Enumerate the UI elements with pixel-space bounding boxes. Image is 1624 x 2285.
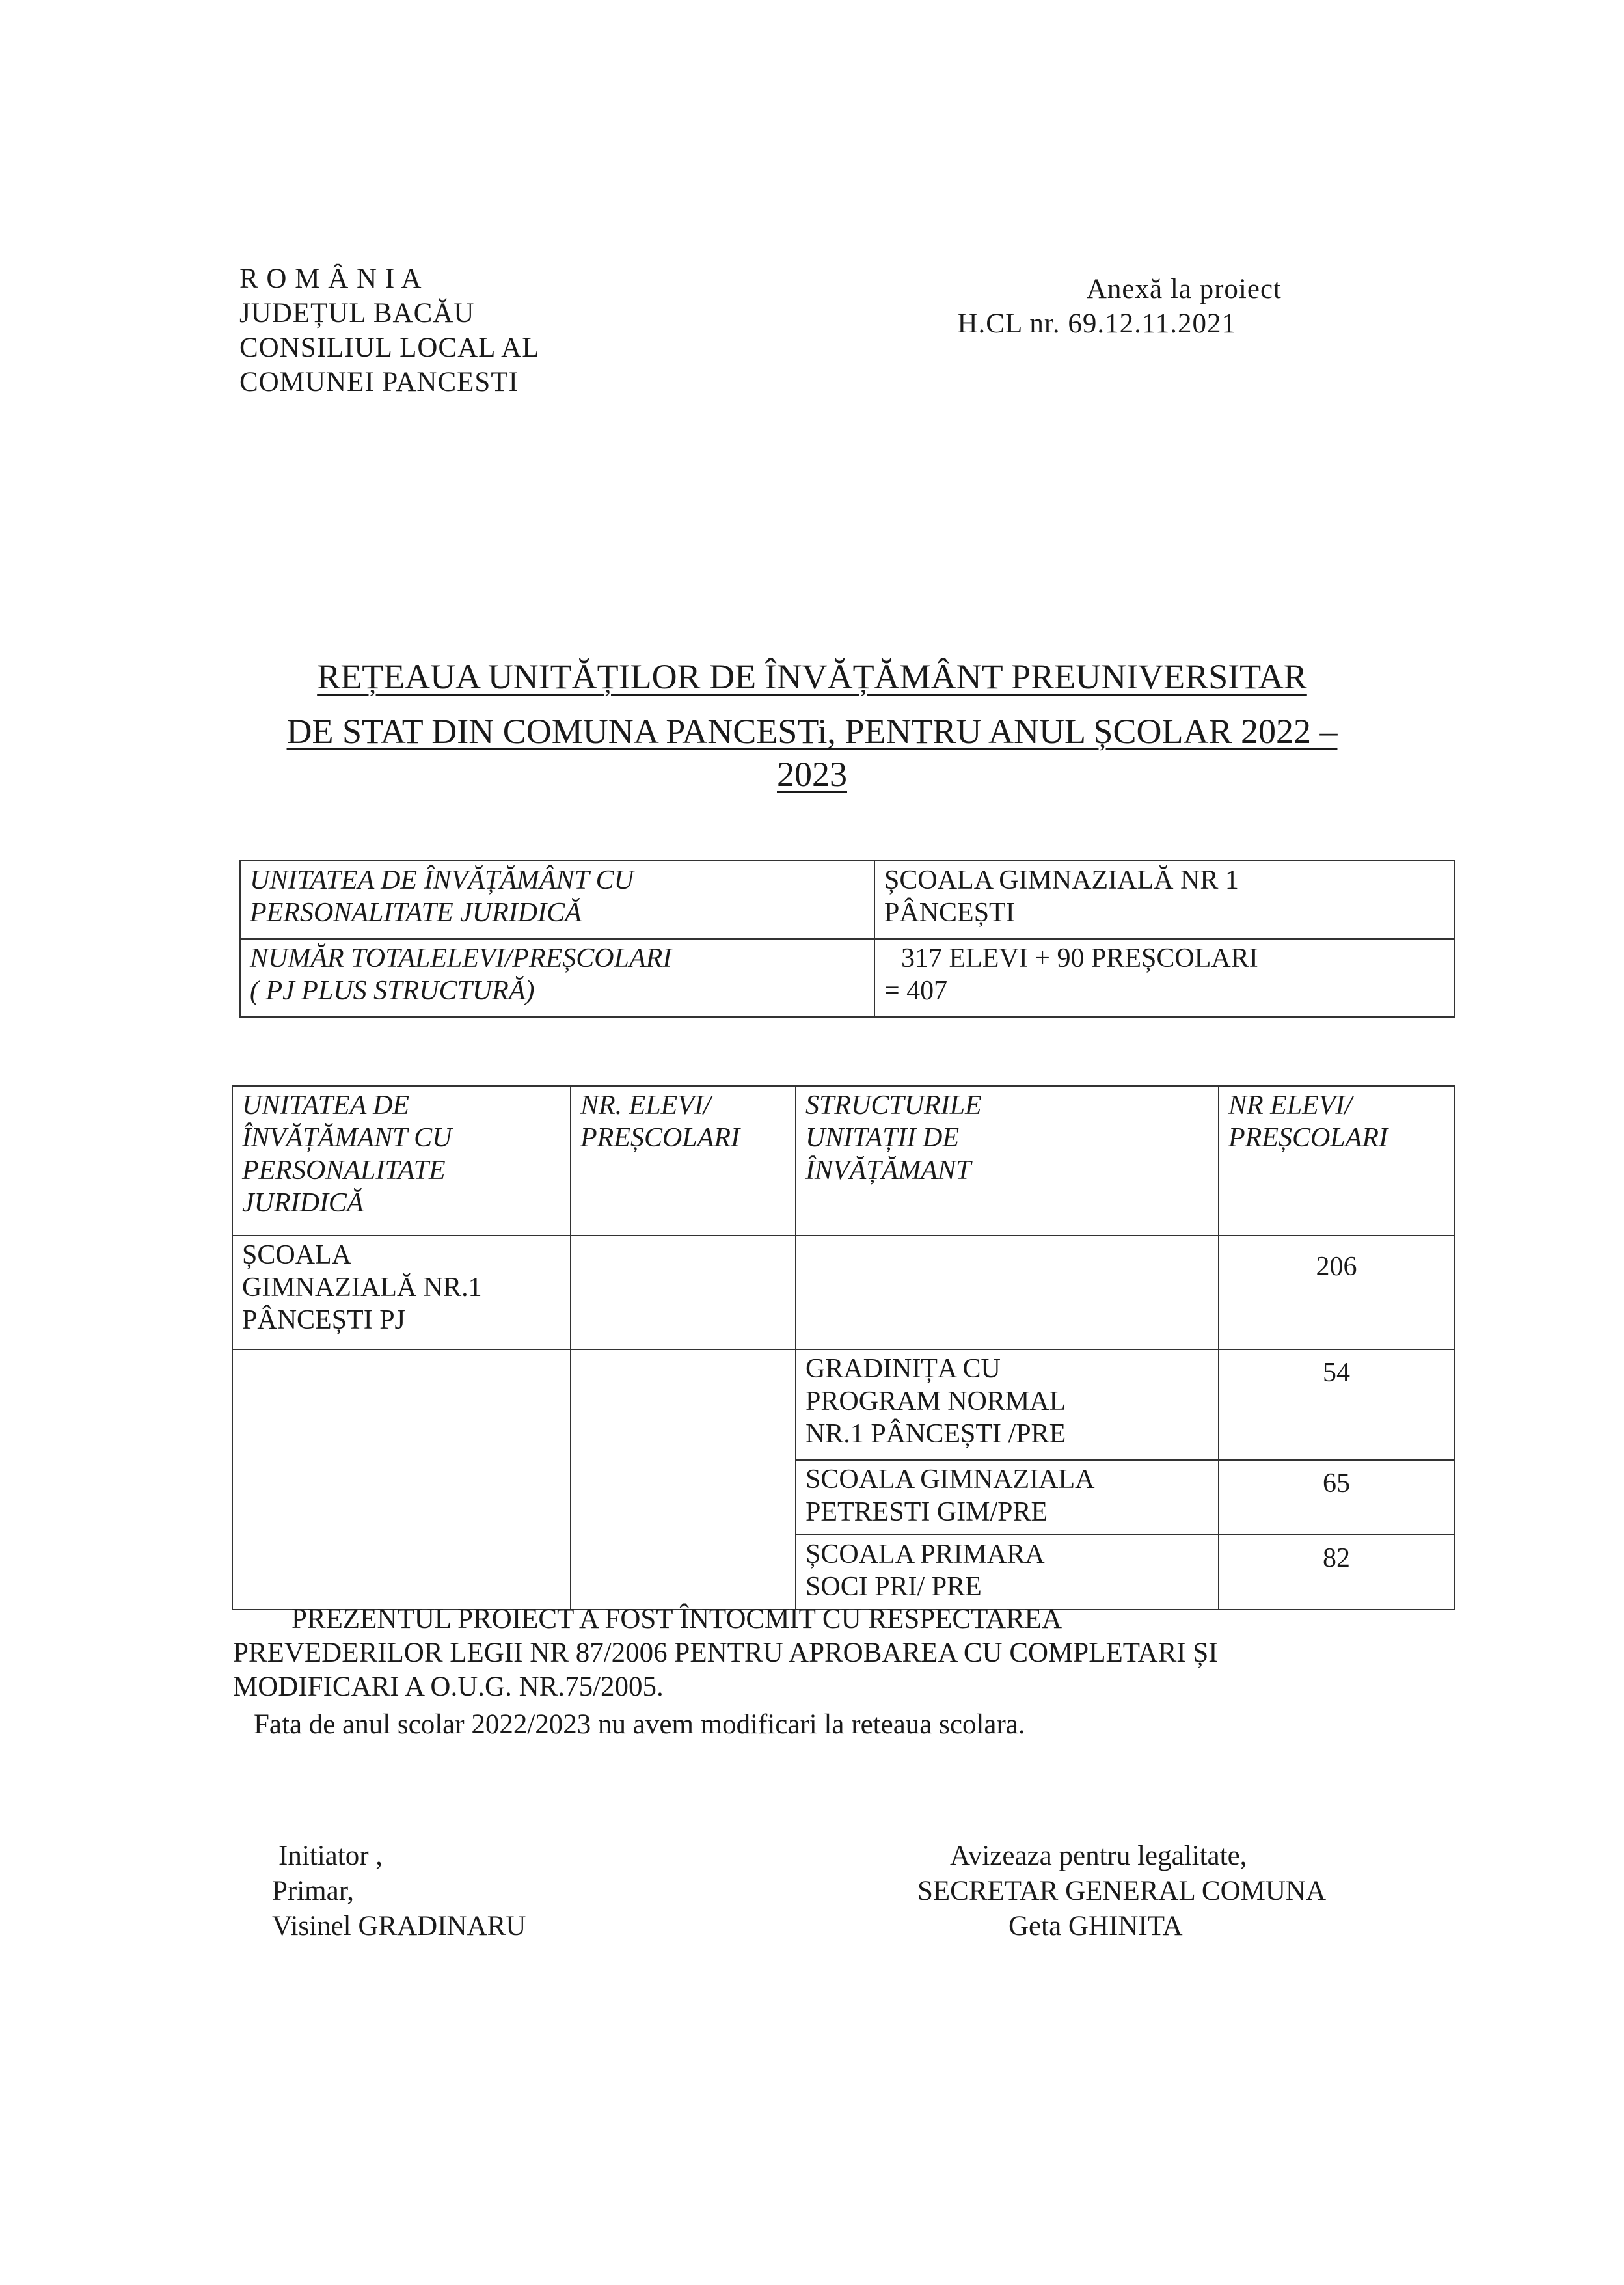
summary-total-value-line: 317 ELEVI + 90 PREȘCOLARI bbox=[901, 943, 1258, 973]
structure-name-line: PROGRAM NORMAL bbox=[805, 1386, 1066, 1416]
summary-row-unit bbox=[240, 861, 1454, 939]
council-line: CONSILIUL LOCAL AL bbox=[239, 332, 540, 363]
pj-count-empty bbox=[571, 1236, 796, 1349]
pj-count: 206 bbox=[1219, 1236, 1454, 1349]
structure-name-line: NR.1 PÂNCEȘTI /PRE bbox=[805, 1419, 1066, 1449]
header-text: NR ELEVI/ bbox=[1228, 1090, 1353, 1120]
header-text: PREȘCOLARI bbox=[1228, 1123, 1388, 1153]
note-line: PREVEDERILOR LEGII NR 87/2006 PENTRU APROBAREA CU COMPLETARI ȘI bbox=[233, 1638, 1218, 1668]
header-pupils bbox=[571, 1086, 796, 1236]
note-line: MODIFICARI A O.U.G. NR.75/2005. bbox=[233, 1671, 664, 1702]
note-line: PREZENTUL PROIECT A FOST ÎNTOCMIT CU RESPECTAREA bbox=[291, 1604, 1062, 1634]
initiator-label: Initiator , bbox=[278, 1841, 383, 1871]
structures-count-empty bbox=[571, 1349, 796, 1610]
header-left bbox=[239, 262, 540, 399]
note-line: Fata de anul scolar 2022/2023 nu avem modificari la reteaua scolara. bbox=[254, 1709, 1025, 1740]
title-line-1: REȚEAUA UNITĂȚILOR DE ÎNVĂȚĂMÂNT PREUNIVERSITAR bbox=[317, 657, 1307, 696]
detail-table bbox=[232, 1085, 1455, 1610]
commune-line: COMUNEI PANCESTI bbox=[239, 367, 519, 398]
signature-right bbox=[917, 1839, 1326, 1944]
summary-total-value-line: = 407 bbox=[884, 976, 948, 1006]
structure-name-line: ȘCOALA PRIMARA bbox=[805, 1539, 1045, 1569]
header-structure-pupils bbox=[1219, 1086, 1454, 1236]
secretary-title: SECRETAR GENERAL COMUNA bbox=[917, 1876, 1327, 1906]
summary-row-total bbox=[240, 939, 1454, 1017]
summary-unit-label bbox=[240, 861, 874, 939]
pj-unit-line: GIMNAZIALĂ NR.1 bbox=[242, 1273, 482, 1303]
summary-total-value bbox=[874, 939, 1454, 1017]
summary-unit-value-line: ȘCOALA GIMNAZIALĂ NR 1 bbox=[884, 865, 1239, 895]
annex-label: Anexă la proiect bbox=[1086, 274, 1282, 304]
title-line-2: DE STAT DIN COMUNA PANCESTi, PENTRU ANUL ȘCOLAR 2022 – bbox=[286, 712, 1338, 751]
table-row bbox=[232, 1349, 1454, 1460]
pj-unit-line: PÂNCEȘTI PJ bbox=[242, 1305, 405, 1335]
header-text: NR. ELEVI/ bbox=[580, 1090, 711, 1120]
header-text: STRUCTURILE bbox=[805, 1090, 982, 1120]
structure-name-line: SOCI PRI/ PRE bbox=[805, 1572, 982, 1602]
document-title bbox=[0, 649, 1624, 802]
detail-header-row bbox=[232, 1086, 1454, 1236]
structure-name-line: GRADINIȚA CU bbox=[805, 1354, 1001, 1384]
structure-count: 65 bbox=[1219, 1460, 1454, 1535]
summary-unit-label-line: UNITATEA DE ÎNVĂȚĂMÂNT CU bbox=[250, 865, 634, 895]
summary-unit-label-line: PERSONALITATE JURIDICĂ bbox=[250, 898, 582, 928]
summary-total-label bbox=[240, 939, 874, 1017]
header-text: PREȘCOLARI bbox=[580, 1123, 740, 1153]
secretary-name: Geta GHINITA bbox=[1008, 1911, 1183, 1941]
summary-table bbox=[239, 860, 1455, 1018]
structure-name-line: SCOALA GIMNAZIALA bbox=[805, 1465, 1095, 1494]
summary-unit-value-line: PÂNCEȘTI bbox=[884, 898, 1015, 928]
header-unit bbox=[232, 1086, 571, 1236]
mayor-title: Primar, bbox=[272, 1876, 355, 1906]
structure-count: 54 bbox=[1219, 1349, 1454, 1460]
table-row bbox=[232, 1236, 1454, 1349]
header-text: JURIDICĂ bbox=[242, 1188, 364, 1218]
structures-unit-empty bbox=[232, 1349, 571, 1610]
signature-left bbox=[272, 1839, 526, 1944]
country-line: R O M Â N I A bbox=[239, 264, 422, 294]
header-text: UNITAȚII DE bbox=[805, 1123, 960, 1153]
title-line-3: 2023 bbox=[777, 755, 847, 794]
structure-name bbox=[796, 1460, 1219, 1535]
header-text: ÎNVĂȚĂMANT CU bbox=[242, 1123, 452, 1153]
endorsement-label: Avizeaza pentru legalitate, bbox=[950, 1841, 1247, 1871]
structure-count: 82 bbox=[1219, 1535, 1454, 1610]
pj-structure-empty bbox=[796, 1236, 1219, 1349]
county-line: JUDEȚUL BACĂU bbox=[239, 298, 475, 329]
structure-name bbox=[796, 1535, 1219, 1610]
structure-name bbox=[796, 1349, 1219, 1460]
summary-unit-value bbox=[874, 861, 1454, 939]
legal-note bbox=[233, 1602, 1534, 1742]
header-text: ÎNVĂȚĂMANT bbox=[805, 1156, 971, 1185]
summary-total-label-line: ( PJ PLUS STRUCTURĂ) bbox=[250, 976, 535, 1006]
pj-unit-line: ȘCOALA bbox=[242, 1240, 352, 1270]
hcl-number: H.CL nr. 69.12.11.2021 bbox=[957, 308, 1236, 339]
header-structures bbox=[796, 1086, 1219, 1236]
pj-unit-cell bbox=[232, 1236, 571, 1349]
header-text: UNITATEA DE bbox=[242, 1090, 410, 1120]
summary-total-label-line: NUMĂR TOTALELEVI/PREȘCOLARI bbox=[250, 943, 672, 973]
header-text: PERSONALITATE bbox=[242, 1156, 446, 1185]
mayor-name: Visinel GRADINARU bbox=[272, 1911, 526, 1941]
header-right bbox=[930, 272, 1282, 341]
structure-name-line: PETRESTI GIM/PRE bbox=[805, 1497, 1048, 1527]
